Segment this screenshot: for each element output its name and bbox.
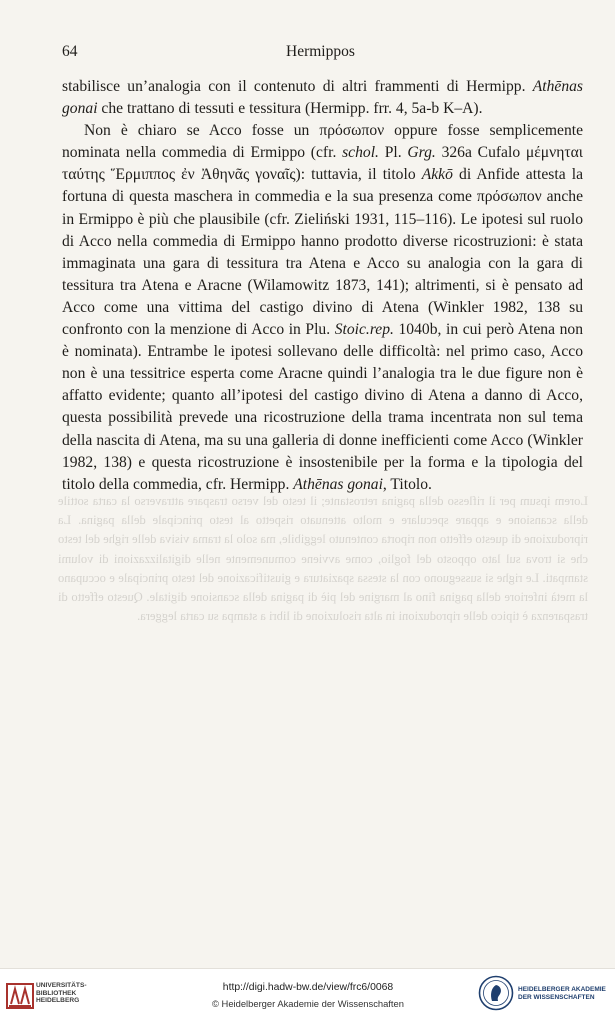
bleed-through-text: Lorem ipsum per il riflesso della pagina retrostante; il testo del verso traspare attraverso la carta sottile della scansione e appare speculare e molto attenuato rispetto al testo principale della pagina. La riproduzione di questo effetto non riporta contenuto leggibile, ma solo la trama visiva delle righe del testo che si trova sul lato opposto del foglio, come avviene comunemente nelle digitalizzazioni di volumi stampati. Le righe si susseguono con la stessa spaziatura e giustificazione del testo principale e occupano la metà inferiore della pagina fino al margine del piè di pagina della scansione digitale. Questo effetto di trasparenza è tipico delle riproduzioni in alta risoluzione di libri a stampa su carta leggera. [58,494,588,624]
italic-text: Athēnas gonai [293,475,383,493]
italic-text: Athēnas gonai [62,78,583,118]
italic-text: Akkō [421,166,453,184]
text-run: che trattano di tessuti e tessitura (Hermipp. frr. 4, 5a-b K–A). [97,100,483,118]
library-name-line-2: BIBLIOTHEK [36,989,77,997]
university-library-emblem-icon [6,981,34,1009]
text-run: di Anfide attesta la fortuna di questa maschera in commedia e la sua presenza come πρόσωπον anche in Ermippo è più che plausibile (cfr. Zieliński 1931, 115–116). Le ipotesi sul ruolo di Acco nella commedia di Ermippo hanno prodotto diverse ricostruzioni: è stata immaginata una gara di tessitura tra Atena e Acco su analogia con la gara di tessitura tra Atena e Aracne (Wilamowitz 1873, 141); altrimenti, si è pensato ad Acco come una vittima del castigo divino di Atena (Winkler 1982, 138 su confronto con la menzione di Acco in Plu. [62,166,583,339]
library-name-line-3: HEIDELBERG [36,997,80,1005]
italic-text: schol. [342,144,379,162]
text-run: Non è chiaro se Acco fosse un πρόσωπον oppure fosse semplicemente nominata nella commedia di Ermippo (cfr. [62,122,583,162]
running-header [62,43,582,65]
permalink-url[interactable]: http://digi.hadw-bw.de/view/frc6/0068 [222,982,394,993]
text-run: stabilisce un’analogia con il contenuto di altri frammenti di Hermipp. [62,78,533,95]
text-run: 1040b, in cui però Atena non è nominata). Entrambe le ipotesi sollevano delle difficoltà: nel primo caso, Acco non è una tessitrice esperta come Aracne quindi l’analogia tra le due figure non è affatto evidente; quanto all’ipotesi del castigo divino di Atena a danno di Acco, questa possibilità prevede una ricostruzione della trama incentrata non sul tema della nascita di Atena, ma su una galleria di donne inefficienti come Acco (Winkler 1982, 138) e questa ricostruzione è insostenibile per la forma e la tipologia del titolo della commedia, cfr. Hermipp. [62,321,583,493]
italic-text: Grg. [407,144,436,162]
body-paragraph [62,76,583,120]
text-run: Pl. [378,144,408,162]
university-library-name [36,982,87,1005]
academy-name-line-2: DER WISSENSCHAFTEN [518,994,595,1001]
library-name-line-1: UNIVERSITÄTS- [36,982,87,989]
body-text [62,76,583,496]
body-paragraph [62,120,583,496]
copyright-notice: © Heidelberger Akademie der Wissenschaften [212,998,404,1009]
academy-name-line-1: HEIDELBERGER AKADEMIE [518,986,606,993]
italic-text: Stoic.rep. [334,321,394,339]
academy-seal-icon [478,975,514,1011]
running-title: Hermippos [286,43,355,60]
digitization-footer [0,968,615,1017]
text-run: 326a Cufalo μέμνηται ταύτης Ἕρμιππος ἐν Ἀθηνᾶς γοναῖς): tuttavia, il titolo [62,144,583,184]
page-number: 64 [62,43,78,60]
academy-name [518,986,606,1002]
academy-logo[interactable] [478,975,610,1013]
text-run: , Titolo. [382,475,432,493]
university-library-logo[interactable] [6,979,124,1011]
